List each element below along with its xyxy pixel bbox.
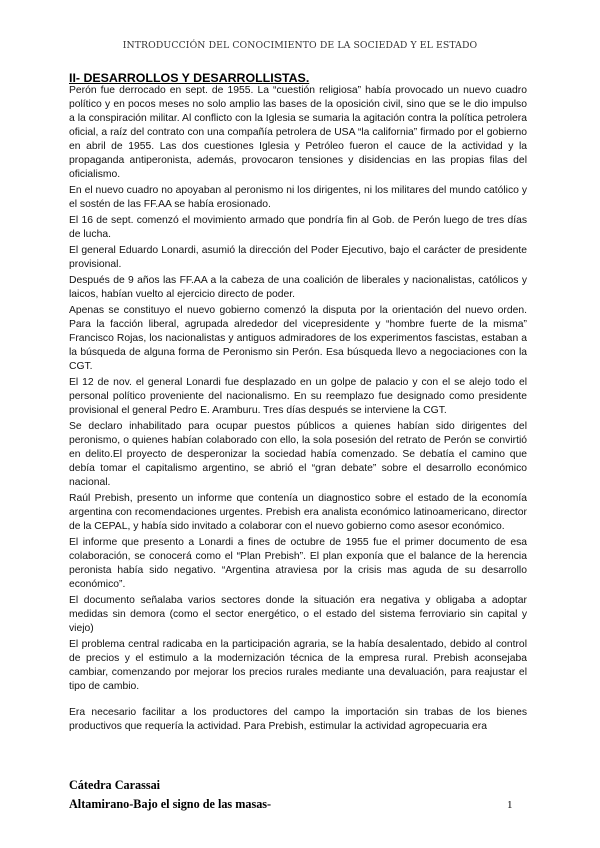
- paragraph: Se declaro inhabilitado para ocupar puestos públicos a quienes habían sido dirigentes del peronismo, o quienes habían colaborado con ello, la sola posesión del retrato de Perón se convirtió en delito.El proyecto de desperonizar la sociedad había comenzado. Se debatía el camino que debía tomar el capitalismo argentino, se abrió el “gran debate” sobre el desarrollo económico nacional.: [69, 421, 527, 488]
- paragraph: El problema central radicaba en la participación agraria, se la había desalentado, debido al control de precios y el estimulo a la modernización técnica de la empresa rural. Prebish aconsejaba cambiar, comenzando por mejorar los precios rurales mediante una devaluación, para reajustar el tipo de cambio.: [69, 639, 527, 692]
- running-header: INTRODUCCIÓN DEL CONOCIMIENTO DE LA SOCIEDAD Y EL ESTADO: [122, 40, 478, 51]
- paragraph: Era necesario facilitar a los productores del campo la importación sin trabas de los bienes productivos que requería la actividad. Para Prebish, estimular la actividad agropecuaria era: [69, 707, 527, 732]
- paragraph: El 16 de sept. comenzó el movimiento armado que pondría fin al Gob. de Perón luego de tres días de lucha.: [69, 215, 527, 240]
- footer-source: Altamirano-Bajo el signo de las masas-: [69, 797, 272, 811]
- paragraph: Después de 9 años las FF.AA a la cabeza de una coalición de liberales y nacionalistas, católicos y laicos, habían vuelto al ejercicio directo de poder.: [69, 275, 527, 300]
- paragraph: En el nuevo cuadro no apoyaban al peronismo ni los dirigentes, ni los militares del mundo católico y el sostén de las FF.AA se había erosionado.: [69, 185, 527, 210]
- paragraph: El 12 de nov. el general Lonardi fue desplazado en un golpe de palacio y con el se alejo todo el personal político proveniente del nacionalismo. En su reemplazo fue designado como presidente provisional el general Pedro E. Aramburu. Tres días después se interviene la CGT.: [69, 377, 527, 416]
- body-text: [69, 84, 527, 736]
- paragraph: El informe que presento a Lonardi a fines de octubre de 1955 fue el primer documento de esa colaboración, se conocerá como el “Plan Prebish”. El plan exponía que el balance de la herencia peronista había sido negativo. “Argentina atraviesa por la crisis mas aguda de su desarrollo económico”.: [69, 537, 527, 590]
- footer-chair: Cátedra Carassai: [69, 778, 161, 792]
- page-number: 1: [507, 799, 513, 811]
- paragraph: El documento señalaba varios sectores donde la situación era negativa y obligaba a adoptar medidas sin demora (como el sector energético, o el estado del sistema ferroviario sin capital y viejo): [69, 595, 527, 634]
- paragraph: Apenas se constituyo el nuevo gobierno comenzó la disputa por la orientación del nuevo orden. Para la facción liberal, agrupada alrededor del vicepresidente y “hombre fuerte de la misma” Francisco Rojas, los nacionalistas y antiguos admiradores de los experimentos fascistas, estaban a la búsqueda de alguna forma de Peronismo sin Perón. Esa búsqueda llevo a negociaciones con la CGT.: [69, 305, 527, 372]
- paragraph: Perón fue derrocado en sept. de 1955. La “cuestión religiosa” había provocado un nuevo cuadro político y en pocos meses no solo amplio las bases de la oposición civil, sino que se le dio impulso a la conspiración militar. Al conflicto con la Iglesia se sumaria la agitación contra la política petrolera oficial, a raíz del contrato con una compañía petrolera de USA “la california” firmado por el gobierno en abril de 1955. Las dos cuestiones Iglesia y Petróleo fueron el cauce de la actividad y la propaganda antiperonista, además, provocaron tensiones y disidencias en las propias filas del oficialismo.: [69, 85, 527, 180]
- paragraph: El general Eduardo Lonardi, asumió la dirección del Poder Ejecutivo, bajo el carácter de presidente provisional.: [69, 245, 527, 270]
- paragraph: Raúl Prebish, presento un informe que contenía un diagnostico sobre el estado de la economía argentina con recomendaciones urgentes. Prebish era analista económico latinoamericano, director de la CEPAL, y había sido invitado a colaborar con el nuevo gobierno como asesor económico.: [69, 493, 527, 532]
- section-title: II- DESARROLLOS Y DESARROLLISTAS.: [69, 71, 310, 85]
